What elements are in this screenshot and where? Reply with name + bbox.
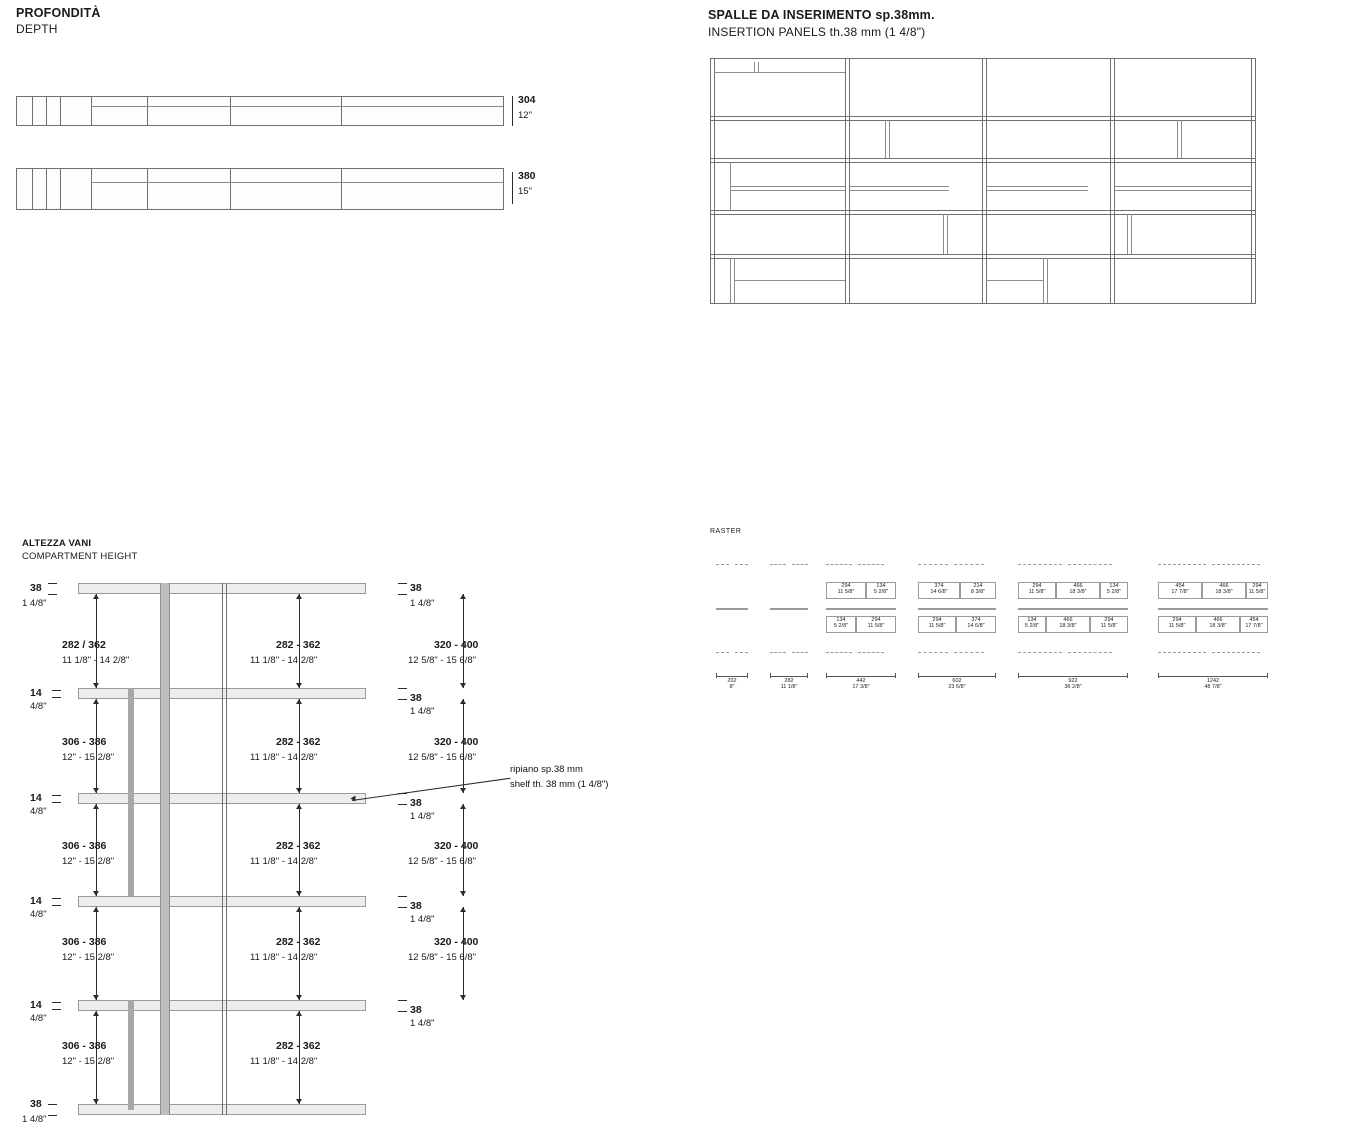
raster-dim-line: [918, 676, 996, 677]
right-tick-inch-4: 1 4/8": [410, 1018, 435, 1029]
raster-dash: [770, 652, 786, 653]
arrow-head-up: [296, 804, 302, 809]
dim-tick: [52, 898, 61, 899]
raster-dash: [1212, 564, 1260, 565]
raster-total-mm-1: 202: [727, 678, 737, 684]
panel-shelf: [710, 254, 1256, 255]
raster-cell-inch: 11 5/8": [1028, 588, 1046, 595]
raster-cell-mm: 454: [1249, 617, 1259, 623]
raster-cell-mm: 294: [1104, 617, 1114, 623]
panel-shelf: [710, 120, 1256, 121]
raster-cell-inch: 11 5/8": [867, 622, 885, 629]
right-tick-mm-1: 38: [410, 692, 422, 704]
raster-cell-5-2: [1056, 582, 1100, 599]
panel-column-divider: [986, 58, 987, 304]
col2-mm-1: 282 - 362: [276, 639, 321, 651]
raster-total-inch-2: 11 1/8": [780, 684, 798, 691]
panel-frame-right: [1255, 58, 1256, 304]
arrow-head-down: [296, 788, 302, 793]
arrow-head-down: [460, 788, 466, 793]
depth-title-en: DEPTH: [16, 22, 58, 36]
left-tick-mm-4: 14: [30, 999, 42, 1011]
panel-inner-divider: [1181, 120, 1182, 158]
raster-dash: [735, 652, 748, 653]
raster-total-3: [826, 678, 896, 690]
col1-mm-1: 282 / 362: [62, 639, 106, 651]
panel-inner-divider: [943, 214, 944, 254]
upright-line: [222, 583, 223, 1115]
panel-inner-shelf: [1114, 190, 1251, 191]
raster-dash: [716, 564, 729, 565]
col3-inch-4: 12 5/8" - 15 6/8": [408, 952, 477, 963]
arrow-head-down: [296, 683, 302, 688]
raster-cell-mm: 374: [934, 583, 944, 589]
raster-bar: [1158, 608, 1268, 610]
raster-dash: [735, 564, 748, 565]
raster-cell-inch: 11 5/8": [1248, 588, 1266, 595]
panel-inner-divider: [730, 258, 731, 303]
arrow-head-down: [460, 683, 466, 688]
raster-total-1: [710, 678, 754, 690]
raster-cell-mm: 214: [973, 583, 983, 589]
dim-tick: [52, 1009, 61, 1010]
arrow-head-up: [296, 907, 302, 912]
dim-tick: [48, 1104, 57, 1105]
raster-total-inch-4: 23 6/8": [948, 684, 966, 691]
raster-dash: [1068, 564, 1112, 565]
col1-mm-5: 306 - 386: [62, 1040, 107, 1052]
raster-cell-inch: 11 5/8": [837, 588, 855, 595]
raster-cell-5-3: [1100, 582, 1128, 599]
arrow-head-up: [93, 594, 99, 599]
arrow-head-down: [296, 995, 302, 1000]
col1-inch-1: 11 1/8" - 14 2/8": [62, 655, 130, 666]
arrow-head-up: [296, 1011, 302, 1016]
dim-tick: [52, 802, 61, 803]
arrow-head-down: [93, 1099, 99, 1104]
panel-inner-divider: [1177, 120, 1178, 158]
raster-dim-line: [1018, 676, 1128, 677]
raster-dash: [792, 564, 808, 565]
panel-inner-shelf: [849, 190, 949, 191]
col1-inch-3: 12" - 15 2/8": [62, 856, 115, 867]
raster-cell-mm: 454: [1175, 583, 1185, 589]
panel-inner-shelf: [734, 280, 845, 281]
left-tick-inch-3: 4/8": [30, 909, 47, 920]
raster-cell-mm: 294: [1032, 583, 1042, 589]
raster-cell-inch: 14 6/8": [967, 622, 985, 629]
dim-tick: [52, 1002, 61, 1003]
raster-cell-mm: 466: [1073, 583, 1083, 589]
raster-cell-mm: 466: [1219, 583, 1229, 589]
raster-dim-line: [770, 676, 808, 677]
dim-tick: [398, 896, 407, 897]
raster-cell-mm: 466: [1213, 617, 1223, 623]
arrow-head-down: [93, 788, 99, 793]
raster-bar: [716, 608, 748, 610]
raster-cell-mm: 294: [841, 583, 851, 589]
raster-cell-inch: 8 3/8": [970, 588, 986, 595]
raster-cell-inch: 5 2/8": [833, 622, 849, 629]
col3-mm-3: 320 - 400: [434, 840, 479, 852]
bottom-left-inch: 1 4/8": [22, 1114, 47, 1125]
raster-total-mm-3: 442: [856, 678, 866, 684]
panel-column-divider: [845, 58, 846, 304]
left-tick-inch-4: 4/8": [30, 1013, 47, 1024]
panel-column-divider: [982, 58, 983, 304]
raster-dash: [826, 652, 852, 653]
raster-dim-line: [826, 676, 896, 677]
panel-column-divider: [849, 58, 850, 304]
arrow-head-down: [93, 891, 99, 896]
raster-cell-4-2: [960, 582, 996, 599]
col1-inch-5: 12" - 15 2/8": [62, 1056, 115, 1067]
raster-cell-inch: 11 5/8": [928, 622, 946, 629]
right-tick-mm-2: 38: [410, 797, 422, 809]
panel-inner-shelf: [986, 190, 1088, 191]
panel-frame-left-inner: [714, 58, 715, 304]
panels-diagram: [710, 58, 1256, 304]
raster-dash: [792, 652, 808, 653]
raster-cell-mm: 294: [1172, 617, 1182, 623]
panel-shelf: [710, 116, 1256, 117]
panel-inner-shelf: [1114, 186, 1251, 187]
col2-inch-5: 11 1/8" - 14 2/8": [250, 1056, 318, 1067]
dim-tick: [398, 699, 407, 700]
upright-secondary: [128, 1000, 134, 1110]
top-left-mm: 38: [30, 582, 42, 594]
arrow-head-up: [460, 907, 466, 912]
raster-cell-6-4: [1158, 616, 1196, 633]
raster-diagram: [708, 556, 1268, 696]
panel-frame-left: [710, 58, 711, 304]
raster-dash: [918, 652, 948, 653]
raster-cell-5-5: [1046, 616, 1090, 633]
panel-inner-shelf: [714, 72, 845, 73]
raster-cell-3-2: [866, 582, 896, 599]
raster-total-5: [1018, 678, 1128, 690]
upright-main: [160, 583, 170, 1115]
raster-bar: [1018, 608, 1128, 610]
panel-inner-divider: [1043, 258, 1044, 303]
col2-inch-4: 11 1/8" - 14 2/8": [250, 952, 318, 963]
dim-tick: [398, 804, 407, 805]
top-right-mm: 38: [410, 582, 422, 594]
panel-inner-divider: [1047, 258, 1048, 303]
dim-tick: [52, 697, 61, 698]
raster-cell-3-4: [856, 616, 896, 633]
panel-inner-divider: [730, 162, 731, 210]
arrow-head-down: [296, 1099, 302, 1104]
raster-cell-inch: 11 5/8": [1100, 622, 1118, 629]
raster-cell-6-3: [1246, 582, 1268, 599]
col3-mm-1: 320 - 400: [434, 639, 479, 651]
arrow-head-up: [460, 699, 466, 704]
raster-cell-5-6: [1090, 616, 1128, 633]
arrow-head-down: [296, 891, 302, 896]
raster-cell-mm: 374: [971, 617, 981, 623]
dim-tick: [48, 594, 57, 595]
arrow-head-up: [296, 594, 302, 599]
raster-cell-mm: 294: [1252, 583, 1262, 589]
dim-tick: [398, 1000, 407, 1001]
dim-tick: [48, 1115, 57, 1116]
raster-dash: [918, 564, 948, 565]
panel-column-divider: [1110, 58, 1111, 304]
raster-total-inch-1: 8": [729, 684, 735, 691]
top-right-inch: 1 4/8": [410, 598, 435, 609]
raster-dash: [770, 564, 786, 565]
raster-cell-inch: 18 3/8": [1059, 622, 1077, 629]
dim-tick: [52, 795, 61, 796]
depth-mm-380: 380: [518, 170, 536, 182]
panel-inner-divider: [758, 62, 759, 73]
raster-cell-4-3: [918, 616, 956, 633]
dim-tick: [398, 907, 407, 908]
callout-arrow: [351, 796, 356, 802]
raster-cell-inch: 17 7/8": [1245, 622, 1263, 629]
arrow-head-up: [93, 699, 99, 704]
panel-frame-bottom: [710, 303, 1256, 304]
compartment-title-it: ALTEZZA VANI: [22, 538, 92, 549]
raster-bar: [826, 608, 896, 610]
right-tick-inch-2: 1 4/8": [410, 811, 435, 822]
panel-frame-right-inner: [1251, 58, 1252, 304]
raster-cell-mm: 134: [1109, 583, 1119, 589]
top-left-inch: 1 4/8": [22, 598, 47, 609]
panel-inner-shelf: [849, 186, 949, 187]
panel-inner-divider: [1131, 214, 1132, 254]
raster-cell-inch: 18 3/8": [1069, 588, 1087, 595]
col2-mm-4: 282 - 362: [276, 936, 321, 948]
raster-cell-inch: 18 3/8": [1215, 588, 1233, 595]
dim-tick: [52, 905, 61, 906]
raster-cell-inch: 14 6/8": [930, 588, 948, 595]
arrow-head-up: [460, 594, 466, 599]
col2-inch-2: 11 1/8" - 14 2/8": [250, 752, 318, 763]
callout-it: ripiano sp.38 mm: [510, 764, 583, 775]
panel-inner-divider: [947, 214, 948, 254]
col2-mm-5: 282 - 362: [276, 1040, 321, 1052]
arrow-head-up: [93, 804, 99, 809]
col3-inch-2: 12 5/8" - 15 6/8": [408, 752, 477, 763]
arrow-head-down: [93, 683, 99, 688]
col1-mm-3: 306 - 386: [62, 840, 107, 852]
left-tick-mm-1: 14: [30, 687, 42, 699]
raster-cell-6-5: [1196, 616, 1240, 633]
callout-leader: [352, 778, 511, 801]
raster-total-mm-4: 602: [952, 678, 962, 684]
col2-mm-2: 282 - 362: [276, 736, 321, 748]
panel-column-divider: [1114, 58, 1115, 304]
raster-cell-4-4: [956, 616, 996, 633]
dim-tick: [398, 688, 407, 689]
arrow-head-down: [93, 995, 99, 1000]
panel-inner-divider: [754, 62, 755, 73]
raster-dash: [716, 652, 729, 653]
compartment-title-en: COMPARTMENT HEIGHT: [22, 551, 138, 562]
raster-cell-3-3: [826, 616, 856, 633]
dim-tick: [398, 583, 407, 584]
raster-total-inch-3: 17 3/8": [852, 684, 870, 691]
raster-bar: [770, 608, 808, 610]
raster-dash: [1018, 564, 1062, 565]
raster-cell-inch: 5 2/8": [1024, 622, 1040, 629]
dim-tick: [52, 690, 61, 691]
raster-cell-5-1: [1018, 582, 1056, 599]
panels-title-en: INSERTION PANELS th.38 mm (1 4/8"): [708, 25, 926, 39]
raster-dash: [1018, 652, 1062, 653]
raster-total-4: [918, 678, 996, 690]
right-tick-mm-3: 38: [410, 900, 422, 912]
callout-en: shelf th. 38 mm (1 4/8"): [510, 779, 609, 790]
arrow-head-up: [460, 804, 466, 809]
depth-inch-304: 12": [518, 110, 532, 121]
raster-cell-5-4: [1018, 616, 1046, 633]
raster-cell-inch: 11 5/8": [1168, 622, 1186, 629]
arrow-head-down: [460, 995, 466, 1000]
panel-inner-shelf: [986, 280, 1043, 281]
right-tick-inch-1: 1 4/8": [410, 706, 435, 717]
raster-dash: [826, 564, 852, 565]
raster-cell-inch: 5 2/8": [873, 588, 889, 595]
raster-title: RASTER: [710, 528, 742, 535]
raster-cell-mm: 134: [876, 583, 886, 589]
depth-inch-380: 15": [518, 186, 532, 197]
dim-tick: [398, 594, 407, 595]
raster-cell-mm: 466: [1063, 617, 1073, 623]
raster-dash: [954, 564, 984, 565]
col3-inch-3: 12 5/8" - 15 6/8": [408, 856, 477, 867]
left-tick-mm-3: 14: [30, 895, 42, 907]
raster-total-inch-6: 48 7/8": [1204, 684, 1222, 691]
left-tick-inch-2: 4/8": [30, 806, 47, 817]
raster-cell-4-1: [918, 582, 960, 599]
raster-total-mm-6: 1242: [1206, 678, 1220, 684]
raster-total-inch-5: 36 2/8": [1064, 684, 1082, 691]
col1-inch-4: 12" - 15 2/8": [62, 952, 115, 963]
right-tick-inch-3: 1 4/8": [410, 914, 435, 925]
left-tick-mm-2: 14: [30, 792, 42, 804]
raster-cell-6-1: [1158, 582, 1202, 599]
bottom-left-mm: 38: [30, 1098, 42, 1110]
raster-cell-3-1: [826, 582, 866, 599]
col2-inch-3: 11 1/8" - 14 2/8": [250, 856, 318, 867]
col1-mm-2: 306 - 386: [62, 736, 107, 748]
panel-inner-shelf: [986, 186, 1088, 187]
raster-dash: [1158, 564, 1206, 565]
panels-section-header: [708, 8, 935, 39]
col1-mm-4: 306 - 386: [62, 936, 107, 948]
raster-total-6: [1158, 678, 1268, 690]
panel-inner-shelf: [730, 186, 845, 187]
raster-cell-mm: 294: [871, 617, 881, 623]
raster-cell-inch: 5 2/8": [1106, 588, 1122, 595]
right-tick-mm-4: 38: [410, 1004, 422, 1016]
upright-secondary: [128, 688, 134, 896]
panel-shelf: [710, 158, 1256, 159]
panel-inner-shelf: [730, 190, 845, 191]
upright-line: [226, 583, 227, 1115]
dim-tick: [48, 583, 57, 584]
left-tick-inch-1: 4/8": [30, 701, 47, 712]
raster-cell-mm: 134: [1027, 617, 1037, 623]
raster-dash: [1212, 652, 1260, 653]
raster-dim-line: [1158, 676, 1268, 677]
raster-total-2: [764, 678, 814, 690]
raster-dim-line: [716, 676, 748, 677]
panel-inner-divider: [885, 120, 886, 158]
panel-frame-top: [710, 58, 1256, 59]
raster-section-header: [710, 528, 741, 535]
panels-title-it: SPALLE DA INSERIMENTO sp.38mm.: [708, 8, 935, 22]
raster-bar: [918, 608, 996, 610]
raster-total-mm-2: 282: [784, 678, 794, 684]
raster-cell-mm: 294: [932, 617, 942, 623]
depth-mm-304: 304: [518, 94, 536, 106]
raster-cell-6-2: [1202, 582, 1246, 599]
raster-cell-mm: 134: [836, 617, 846, 623]
col2-inch-1: 11 1/8" - 14 2/8": [250, 655, 318, 666]
panel-shelf: [710, 162, 1256, 163]
raster-dash: [1068, 652, 1112, 653]
raster-dash: [954, 652, 984, 653]
raster-cell-inch: 17 7/8": [1171, 588, 1189, 595]
raster-dash: [1158, 652, 1206, 653]
panel-shelf: [710, 258, 1256, 259]
raster-dash: [858, 652, 884, 653]
raster-cell-inch: 18 3/8": [1209, 622, 1227, 629]
arrow-head-down: [460, 891, 466, 896]
panel-inner-divider: [1127, 214, 1128, 254]
col3-mm-4: 320 - 400: [434, 936, 479, 948]
col3-mm-2: 320 - 400: [434, 736, 479, 748]
raster-total-mm-5: 922: [1068, 678, 1078, 684]
dim-tick: [398, 1011, 407, 1012]
col1-inch-2: 12" - 15 2/8": [62, 752, 115, 763]
depth-title-it: PROFONDITÀ: [16, 6, 101, 20]
arrow-head-up: [93, 1011, 99, 1016]
arrow-head-up: [296, 699, 302, 704]
panel-shelf: [710, 214, 1256, 215]
col3-inch-1: 12 5/8" - 15 6/8": [408, 655, 477, 666]
arrow-head-up: [93, 907, 99, 912]
raster-dash: [858, 564, 884, 565]
raster-cell-6-6: [1240, 616, 1268, 633]
col2-mm-3: 282 - 362: [276, 840, 321, 852]
panel-shelf: [710, 210, 1256, 211]
panel-inner-divider: [889, 120, 890, 158]
